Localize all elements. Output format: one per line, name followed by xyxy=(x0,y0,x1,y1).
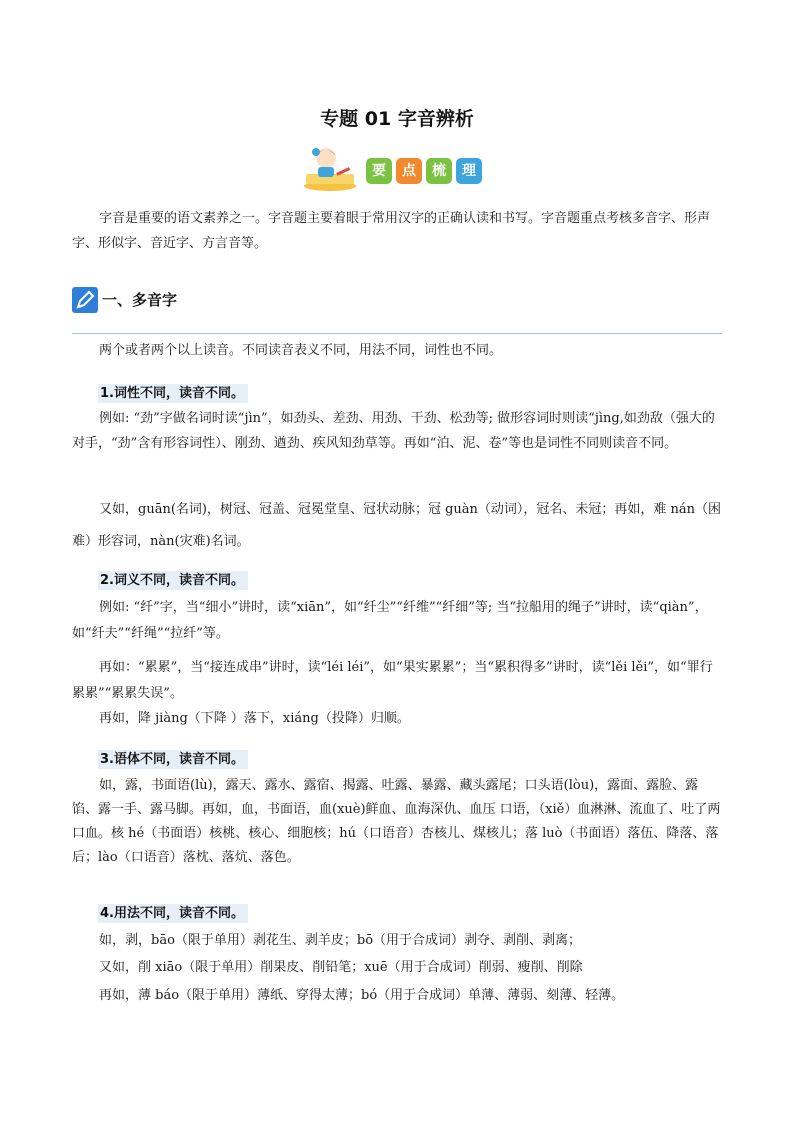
paragraph-4c: 再如，薄 báo（限于单用）薄纸、穿得太薄；bó（用于合成词）单薄、薄弱、刻薄、轻薄。 xyxy=(99,988,625,1003)
paragraph-1a: 例如: “劲”字做名词时读“jìn”，如劲头、差劲、用劲、干劲、松劲等; 做形容词时则读“jìng,如劲敌（强大的对手，“劲”含有形容词性）、刚劲、遒劲、疾风知劲草等。再如“泊、泥、卷”等也是词性不同则读音不同。 xyxy=(72,411,715,451)
subheading-1: 1.词性不同，读音不同。 xyxy=(98,384,248,403)
section-divider xyxy=(72,333,722,334)
pen-icon xyxy=(72,287,98,313)
banner-char-2: 点 xyxy=(396,158,422,184)
paragraph-4b: 又如，削 xiāo（限于单用）削果皮、削铅笔；xuē（用于合成词）削弱、瘦削、削除 xyxy=(99,960,583,975)
paragraph-3a: 如，露，书面语(lù)，露天、露水、露宿、揭露、吐露、暴露、藏头露尾；口头语(lòu)，露面、露脸、露馅、露一手、露马脚。再如，血，书面语，血(xuè)鲜血、血海深仇、血压 口语，（xiě）血淋淋、流血了、吐了两口血。核 hé（书面语）核桃、核心、细胞核；hú（口语音）杏核儿、煤核儿；落 luò（书面语）落伍、降落、落后；lào（口语音）落枕、落炕、落色。 xyxy=(72,778,721,865)
banner-char-3: 梳 xyxy=(426,158,452,184)
paragraph-4a: 如，剥，bāo（限于单用）剥花生、剥羊皮；bō（用于合成词）剥夺、剥削、剥离； xyxy=(99,933,582,948)
subheading-2: 2.词义不同，读音不同。 xyxy=(98,571,248,590)
banner-char-1: 要 xyxy=(366,158,392,184)
section-heading: 一、多音字 xyxy=(102,291,178,309)
paragraph-2b: 再如：“累累”，当“接连成串”讲时，读“léi léi”，如“果实累累”；当“累积得多”讲时，读“lěi lěi”，如“罪行累累”“累累失误”。 xyxy=(72,660,713,701)
paragraph-2c: 再如，降 jiàng（下降 ）落下，xiáng（投降）归顺。 xyxy=(99,711,410,726)
key-points-banner xyxy=(300,144,500,192)
subheading-3: 3.语体不同，读音不同。 xyxy=(98,750,248,769)
subheading-4: 4.用法不同，读音不同。 xyxy=(98,904,248,923)
intro-paragraph: 字音是重要的语文素养之一。字音题主要着眼于常用汉字的正确认读和书写。字音题重点考核多音字、形声字、形似字、音近字、方言音等。 xyxy=(72,211,711,251)
student-writing-icon xyxy=(300,144,358,192)
banner-char-4: 理 xyxy=(456,158,482,184)
paragraph-2a: 例如: “纤”字，当“细小”讲时，读“xiān”，如“纤尘”“纤维”“纤细”等; 当“拉船用的绳子”讲时，读“qiàn”，如“纤夫”“纤绳”“拉纤”等。 xyxy=(72,600,708,641)
section-intro: 两个或者两个以上读音。不同读音表义不同，用法不同，词性也不同。 xyxy=(99,343,503,358)
paragraph-1b: 又如，guān(名词)，树冠、冠盖、冠冕堂皇、冠状动脉；冠 guàn（动词），冠名、未冠；再如，难 nán（困难）形容词，nàn(灾难)名词。 xyxy=(72,502,722,549)
page-title: 专题 01 字音辨析 xyxy=(320,108,474,130)
